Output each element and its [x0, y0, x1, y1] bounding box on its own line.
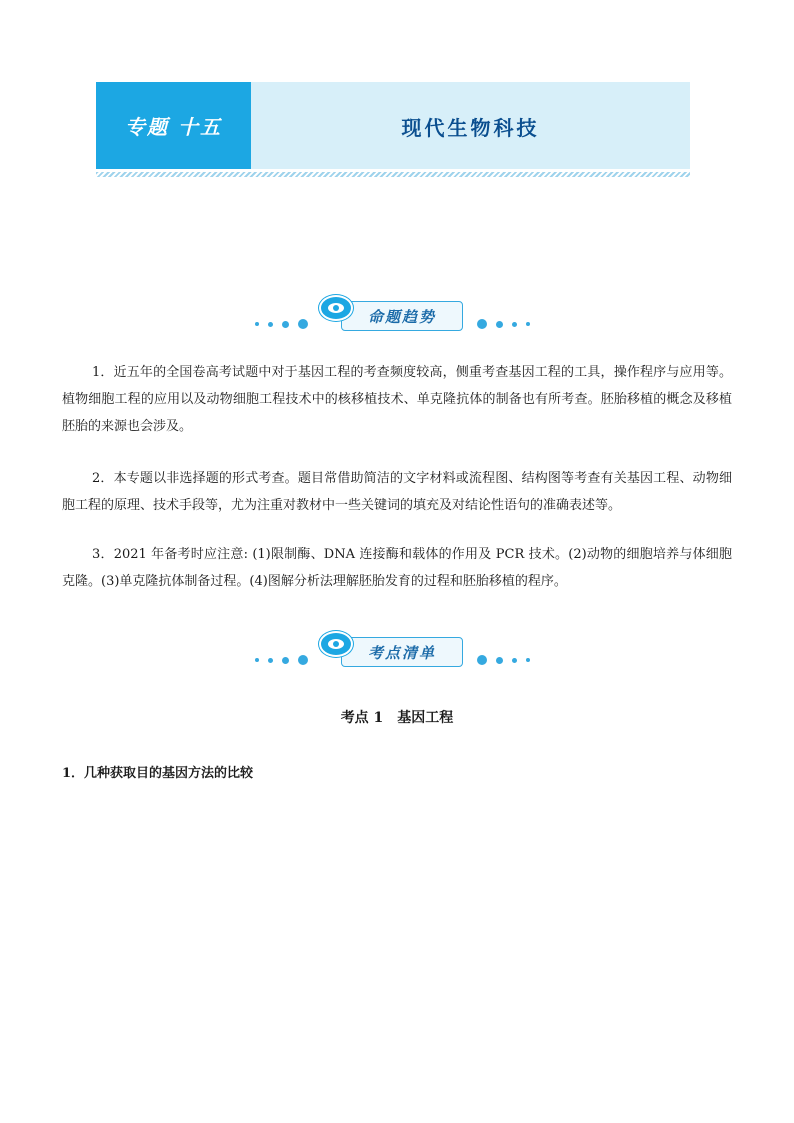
kaodian-title: 考点 1 基因工程: [340, 710, 454, 726]
section-title-trend: 命题趋势: [341, 301, 463, 331]
header-banner: [96, 82, 690, 169]
decorative-dots: [477, 319, 530, 329]
decorative-dots: [477, 655, 530, 665]
section-title-checklist: 考点清单: [341, 637, 463, 667]
banner-divider: [96, 172, 690, 177]
paragraph-3: 3．2021 年备考时应注意: (1)限制酶、DNA 连接酶和载体的作用及 PCR 技术。(2)动物的细胞培养与体细胞克隆。(3)单克隆抗体制备过程。(4)图解分析法理解胚胎发育的过程和胚胎移植的程序。: [62, 547, 732, 589]
decorative-dots: [255, 319, 308, 329]
eye-icon: [319, 295, 353, 321]
decorative-dots: [255, 655, 308, 665]
paragraph-1: 1．近五年的全国卷高考试题中对于基因工程的考查频度较高，侧重考查基因工程的工具，操作程序与应用等。植物细胞工程的应用以及动物细胞工程技术中的核移植技术、单克隆抗体的制备也有所考查。胚胎移植的概念及移植胚胎的来源也会涉及。: [62, 365, 732, 434]
topic-title: 现代生物科技: [251, 82, 690, 169]
section-header-trend: [255, 295, 535, 335]
topic-label: 专题 十五: [96, 82, 251, 169]
eye-icon: [319, 631, 353, 657]
paragraph-2: 2．本专题以非选择题的形式考查。题目常借助简洁的文字材料或流程图、结构图等考查有关基因工程、动物细胞工程的原理、技术手段等，尤为注重对教材中一些关键词的填充及对结论性语句的准确表述等。: [62, 471, 732, 513]
sub-heading: 1．几种获取目的基因方法的比较: [62, 766, 254, 781]
section-header-checklist: [255, 631, 535, 671]
